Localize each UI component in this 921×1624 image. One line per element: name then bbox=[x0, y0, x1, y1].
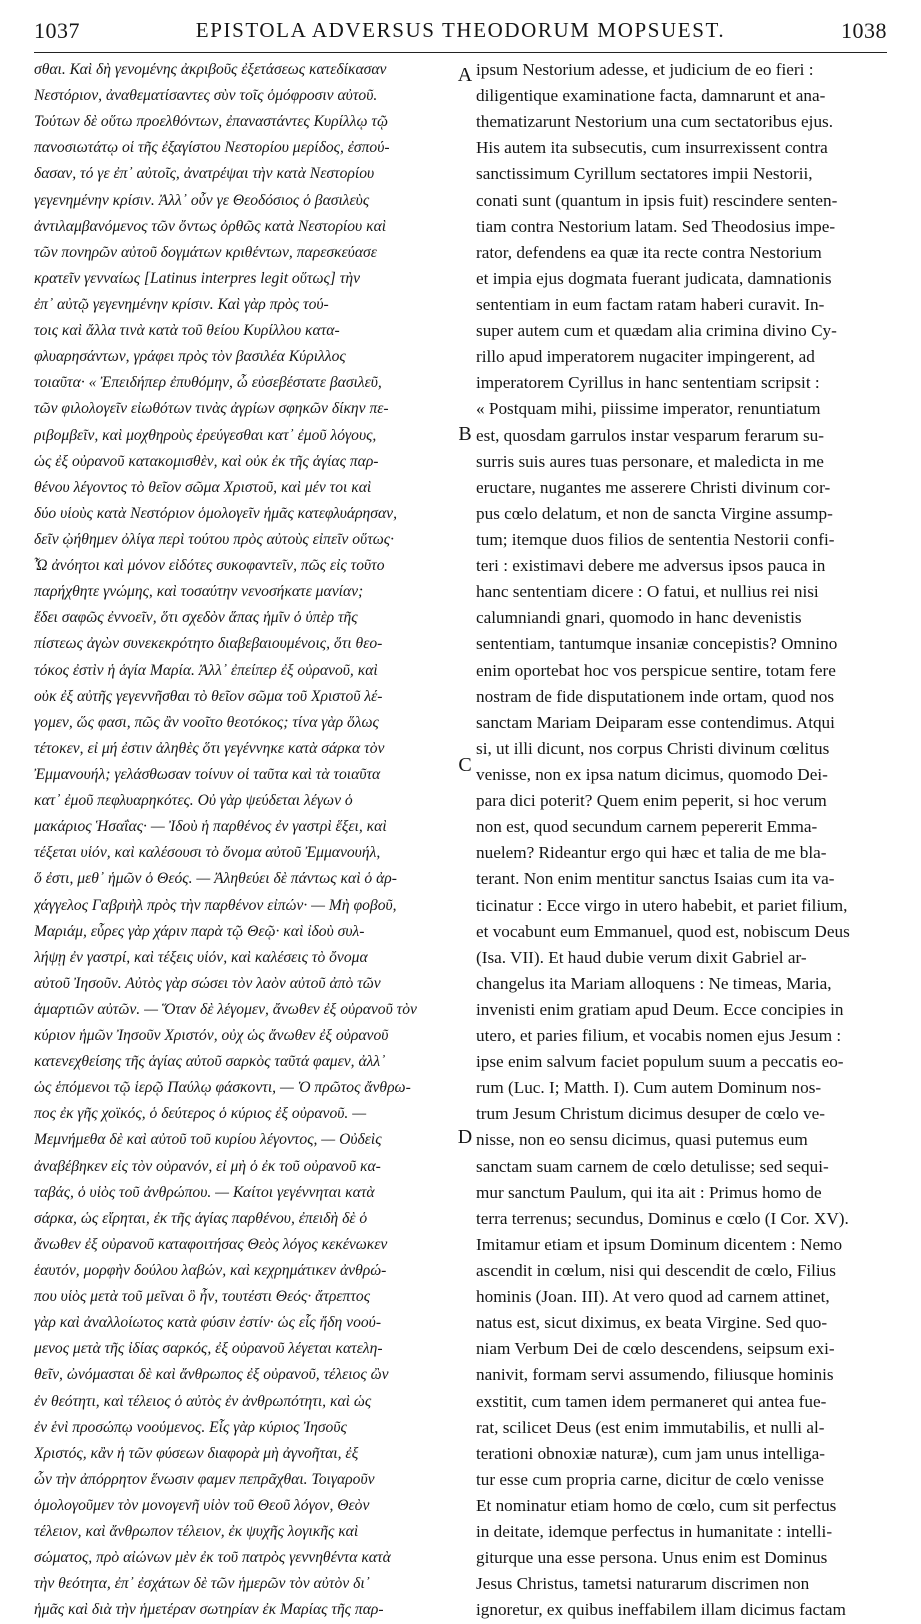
greek-text-line: ἁμαρτιῶν αὐτῶν. — Ὅταν δὲ λέγομεν, ἄνωθεν ἐξ οὐρανοῦ τὸν bbox=[34, 1000, 417, 1018]
latin-text-line: thematizarunt Nestorium una cum sectatoribus ejus. bbox=[476, 112, 834, 132]
latin-text-line: tiam contra Nestorium latam. Sed Theodosius impe- bbox=[476, 216, 836, 236]
greek-text-line: ἡμᾶς καὶ διὰ τὴν ἡμετέραν σωτηρίαν ἐκ Μαρίας τῆς παρ- bbox=[34, 1601, 384, 1619]
latin-text-line: teri : existimavi debere me adversus ipsos pauca in bbox=[476, 556, 826, 576]
latin-text-line: trum Jesum Christum dicimus desuper de cœlo ve- bbox=[476, 1104, 825, 1124]
latin-text-line: est, quosdam garrulos instar vesparum ferarum su- bbox=[476, 425, 824, 445]
page-number-right: 1038 bbox=[841, 18, 887, 43]
greek-text-line: πος ἐκ γῆς χοϊκός, ὁ δεύτερος ὁ κύριος ἐξ οὐρανοῦ. — bbox=[34, 1105, 367, 1123]
margin-marker-a: A bbox=[457, 64, 473, 86]
greek-text-line: γομεν, ὥς φασι, πῶς ἂν νοοῖτο θεοτόκος; τίνα γὰρ ὅλως bbox=[34, 713, 379, 731]
latin-text-line: eructare, nugantes me asserere Christi divinum cor- bbox=[476, 477, 831, 497]
latin-text-line: nisse, non eo sensu dicimus, quasi putemus eum bbox=[476, 1130, 808, 1150]
latin-text-line: si, ut illi dicunt, nos corpus Christi divinum cœlitus bbox=[476, 738, 830, 758]
latin-text-line: (Isa. VII). Et haud dubie verum dixit Gabriel ar- bbox=[476, 947, 807, 967]
greek-text-line: μακάριος Ἡσαΐας· — Ἰδοὺ ἡ παρθένος ἐν γαστρὶ ἕξει, καὶ bbox=[34, 818, 387, 836]
greek-text-line: σώματος, πρὸ αἰώνων μὲν ἐκ τοῦ πατρὸς γεννηθέντα κατὰ bbox=[34, 1549, 391, 1567]
greek-text-line: ἀναβέβηκεν εἰς τὸν οὐρανόν, εἰ μὴ ὁ ἐκ τοῦ οὐρανοῦ κα- bbox=[34, 1157, 381, 1175]
greek-text-line: πανοσιωτάτῳ οἱ τῆς ἐξαγίστου Νεστορίου μερίδος, ἐσπού- bbox=[34, 139, 390, 157]
greek-text-line: κρατεῖν γενναίως [Latinus interpres legit οὕτως] τὴν bbox=[34, 269, 360, 287]
latin-text-line: hanc sententiam dicere : O fatui, et nullius rei nisi bbox=[476, 582, 819, 602]
greek-text-line: θένου λέγοντος τὸ θεῖον σῶμα Χριστοῦ, καὶ μέν τοι καὶ bbox=[34, 478, 372, 496]
greek-text-line: λήψῃ ἐν γαστρί, καὶ τέξεις υἱόν, καὶ καλέσεις τὸ ὄνομα bbox=[34, 948, 368, 966]
latin-text-line: terationi obnoxiæ naturæ), cum jam unus intelliga- bbox=[476, 1443, 825, 1463]
page-number-left: 1037 bbox=[34, 18, 80, 43]
greek-text-line: χάγγελος Γαβριὴλ πρὸς τὴν παρθένον εἰπών· — Μὴ φοβοῦ, bbox=[34, 896, 397, 914]
latin-text-line: venisse, non ex ipsa natum dicimus, quomodo Dei- bbox=[476, 764, 828, 784]
latin-text-line: para dici poterit? Quem enim peperit, si hoc verum bbox=[476, 791, 827, 811]
latin-text-line: hominis (Joan. III). At vero quod ad carnem attinet, bbox=[476, 1287, 830, 1307]
greek-text-line: δεῖν ᾠήθημεν ὀλίγα περὶ τούτου πρὸς αὐτοὺς εἰπεῖν οὕτως· bbox=[34, 530, 395, 548]
latin-text-line: sanctissimum Cyrillum sectatores impii Nestorii, bbox=[476, 164, 813, 184]
greek-text-line: τέλειον, καὶ ἄνθρωπον τέλειον, ἐκ ψυχῆς λογικῆς καὶ bbox=[34, 1523, 359, 1541]
latin-text-line: Imitamur etiam et ipsum Dominum dicentem : Nemo bbox=[476, 1234, 843, 1254]
greek-text-line: Μαριάμ, εὗρες γὰρ χάριν παρὰ τῷ Θεῷ· καὶ ἰδοὺ συλ- bbox=[34, 922, 365, 940]
greek-text-line: Τούτων δὲ οὕτω προελθόντων, ἐπαναστάντες Κυρίλλῳ τῷ bbox=[34, 113, 388, 131]
latin-text-line: pus cœlo delatum, et non de sancta Virgine assump- bbox=[476, 503, 833, 523]
latin-text-line: ignoretur, ex quibus ineffabilem illam dicimus factam bbox=[476, 1600, 846, 1620]
latin-text-line: sententiam, tantumque insaniæ concepistis? Omnino bbox=[476, 634, 838, 654]
greek-text-line: γὰρ καὶ ἀναλλοίωτος κατὰ φύσιν ἐστίν· ὡς εἷς ἤδη νοού- bbox=[34, 1314, 382, 1332]
greek-text-line: Ὦ ἀνόητοι καὶ μόνον εἰδότες συκοφαντεῖν, πῶς εἰς τοῦτο bbox=[34, 557, 385, 575]
greek-text-line: Χριστός, κἂν ἡ τῶν φύσεων διαφορὰ μὴ ἀγνοῆται, ἐξ bbox=[34, 1444, 359, 1462]
latin-text-line: ipse enim salvum faciet populum suum a peccatis eo- bbox=[476, 1052, 844, 1072]
running-header bbox=[34, 12, 887, 53]
latin-text-line: et vocabunt eum Emmanuel, quod est, nobiscum Deus bbox=[476, 921, 850, 941]
greek-text-line: τέτοκεν, εἰ μή ἐστιν ἀληθὲς ὅτι γεγέννηκε κατὰ σάρκα τὸν bbox=[34, 739, 385, 757]
latin-text-line: changelus ita Mariam alloquens : Ne timeas, Maria, bbox=[476, 973, 832, 993]
latin-text-line: sententiam in eum factam ratam haberi curavit. In- bbox=[476, 294, 825, 314]
greek-text-line: τόκος ἐστὶν ἡ ἁγία Μαρία. Ἀλλ᾽ ἐπείπερ ἐξ οὐρανοῦ, καὶ bbox=[34, 661, 378, 679]
greek-text-line: σθαι. Καὶ δὴ γενομένης ἀκριβοῦς ἐξετάσεως κατεδίκασαν bbox=[34, 61, 387, 78]
greek-text-line: ἑαυτόν, μορφὴν δούλου λαβών, καὶ κεχρημάτικεν ἀνθρώ- bbox=[34, 1262, 387, 1280]
latin-text-line: niam Verbum Dei de cœlo descendens, seipsum exi- bbox=[476, 1339, 835, 1359]
greek-text-line: ριβομβεῖν, καὶ μοχθηροὺς ἐρεύγεσθαι κατ᾽ ἐμοῦ λόγους, bbox=[34, 426, 377, 444]
greek-text-line: πίστεως ἀγὼν συνεκεκρότητο διαβεβαιουμένοις, ὅτι θεο- bbox=[34, 635, 383, 653]
greek-text-line: ὡς ἑπόμενοι τῷ ἱερῷ Παύλῳ φάσκοντι, — Ὁ πρῶτος ἄνθρω- bbox=[34, 1079, 411, 1097]
latin-text-line: imperatorem Cyrillus in hanc sententiam scripsit : bbox=[476, 373, 820, 393]
latin-text-line: sanctam Mariam Deiparam esse contendimus. Atqui bbox=[476, 712, 835, 732]
latin-text-line: ascendit in cœlum, nisi qui descendit de cœlo, Filius bbox=[476, 1261, 836, 1281]
greek-text-line: ἀντιλαμβανόμενος τῶν ὄντως ὀρθῶς κατὰ Νεστορίου καὶ bbox=[34, 217, 387, 235]
greek-text-line: γεγενημένην κρίσιν. Ἀλλ᾽ οὖν γε Θεοδόσιος ὁ βασιλεὺς bbox=[34, 191, 370, 209]
greek-text-line: ἐν ἑνὶ προσώπῳ νοούμενος. Εἷς γὰρ κύριος Ἰησοῦς bbox=[34, 1418, 347, 1436]
latin-text-line: utero, et paries filium, et vocabis nomen ejus Jesum : bbox=[476, 1026, 842, 1046]
greek-text-line: τέξεται υἱόν, καὶ καλέσουσι τὸ ὄνομα αὐτοῦ Ἐμμανουήλ, bbox=[34, 844, 381, 862]
greek-text-line: κατενεχθείσης τῆς ἁγίας αὐτοῦ σαρκὸς ταῦτά φαμεν, ἀλλ᾽ bbox=[34, 1053, 386, 1071]
greek-text-line: δασαν, τό γε ἐπ᾽ αὐτοῖς, ἀνατρέψαι τὴν κατὰ Νεστορίου bbox=[34, 165, 375, 183]
latin-text-line: in deitate, idemque perfectus in humanitate : intelli- bbox=[476, 1522, 833, 1542]
latin-text-line: conati sunt (quantum in ipsis fuit) rescindere senten- bbox=[476, 190, 838, 210]
latin-text-line: Jesus Christus, tametsi naturarum discrimen non bbox=[476, 1574, 810, 1594]
latin-text-line: tur esse cum propria carne, dicitur de cœlo venisse bbox=[476, 1469, 824, 1489]
greek-text-line: θεῖν, ὠνόμασται δὲ καὶ ἄνθρωπος ἐξ οὐρανοῦ, τέλειος ὢν bbox=[34, 1366, 389, 1384]
latin-text-line: Et nominatur etiam homo de cœlo, cum sit perfectus bbox=[476, 1496, 837, 1516]
greek-text-line: δύο υἱοὺς κατὰ Νεστόριον ὁμολογεῖν ἡμᾶς κατεφλυάρησαν, bbox=[34, 504, 397, 522]
latin-text-line: diligentique examinatione facta, damnarunt et ana- bbox=[476, 86, 826, 106]
latin-text-line: non est, quod secundum carnem pepererit Emma- bbox=[476, 817, 818, 837]
running-title: EPISTOLA ADVERSUS THEODORUM MOPSUEST. bbox=[195, 18, 726, 42]
latin-text-line: rat, scilicet Deus (est enim immutabilis, et nulli al- bbox=[476, 1417, 825, 1437]
greek-text-line: ἐν θεότητι, καὶ τέλειος ὁ αὐτὸς ἐν ἀνθρωπότητι, καὶ ὡς bbox=[34, 1392, 372, 1410]
greek-text-line: παρήχθητε γνώμης, καὶ τοσαύτην νενοσήκατε μανίαν; bbox=[34, 583, 364, 601]
greek-text-line: τοιαῦτα· « Ἐπειδήπερ ἐπυθόμην, ὦ εὐσεβέστατε βασιλεῦ, bbox=[34, 374, 382, 392]
latin-text-line: ticinatur : Ecce virgo in utero habebit, et pariet filium, bbox=[476, 895, 848, 915]
greek-text-line: Μεμνήμεθα δὲ καὶ αὐτοῦ τοῦ κυρίου λέγοντος, — Οὐδεὶς bbox=[34, 1131, 382, 1149]
greek-text-line: ὁμολογοῦμεν τὸν μονογενῆ υἱὸν τοῦ Θεοῦ λόγον, Θεὸν bbox=[34, 1497, 370, 1515]
greek-text-line: σάρκα, ὡς εἴρηται, ἐκ τῆς ἁγίας παρθένου, ἐπειδὴ δὲ ὁ bbox=[34, 1209, 368, 1227]
margin-marker-d: D bbox=[457, 1126, 473, 1148]
latin-text-line: natus est, sicut diximus, ex beata Virgine. Sed quo- bbox=[476, 1313, 828, 1333]
latin-text-line: surris suis aures tuas personare, et maledicta in me bbox=[476, 451, 824, 471]
greek-text-line: τὴν θεότητα, ἐπ᾽ ἐσχάτων δὲ τῶν ἡμερῶν τὸν αὐτὸν δι᾽ bbox=[34, 1575, 370, 1593]
latin-text-line: enim oportebat hoc vos perspicue sentire, totam fere bbox=[476, 660, 836, 680]
greek-text-line: αὐτοῦ Ἰησοῦν. Αὐτὸς γὰρ σώσει τὸν λαὸν αὐτοῦ ἀπὸ τῶν bbox=[34, 974, 381, 992]
margin-marker-b: B bbox=[458, 423, 472, 445]
latin-text-line: super autem cum et quædam alia crimina divino Cy- bbox=[476, 321, 837, 341]
greek-text-line: ὧν τὴν ἀπόρρητον ἕνωσιν φαμεν πεπρᾶχθαι. Τοιγαροῦν bbox=[34, 1470, 375, 1488]
latin-text-line: « Postquam mihi, piissime imperator, renuntiatum bbox=[476, 399, 821, 419]
greek-text-line: ἐπ᾽ αὐτῷ γεγενημένην κρίσιν. Καὶ γὰρ πρὸς τού- bbox=[34, 295, 329, 313]
greek-text-line: φλυαρησάντων, γράφει πρὸς τὸν βασιλέα Κύριλλος bbox=[34, 348, 346, 366]
latin-text-line: His autem ita subsecutis, cum insurrexissent contra bbox=[476, 138, 828, 158]
greek-text-line: τῶν φιλολογεῖν εἰωθότων τινὰς ἀγρίων σφηκῶν δίκην πε- bbox=[34, 400, 389, 418]
latin-text-line: calumniandi gnari, quomodo in hanc devenistis bbox=[476, 608, 802, 628]
greek-text-line: τοις καὶ ἄλλα τινὰ κατὰ τοῦ θείου Κυρίλλου κατα- bbox=[34, 322, 340, 340]
latin-text-line: exstitit, cum tamen idem permaneret qui antea fue- bbox=[476, 1391, 827, 1411]
greek-text-line: ὡς ἐξ οὐρανοῦ κατακομισθὲν, καὶ οὐκ ἐκ τῆς ἁγίας παρ- bbox=[34, 452, 379, 470]
latin-text-line: invenisti enim gratiam apud Deum. Ecce concipies in bbox=[476, 999, 844, 1019]
greek-text-line: ἄνωθεν ἐξ οὐρανοῦ καταφοιτήσας Θεὸς λόγος κεκένωκεν bbox=[34, 1235, 388, 1253]
latin-text-line: terra terrenus; secundus, Dominus e cœlo (I Cor. XV). bbox=[476, 1208, 849, 1228]
latin-column bbox=[476, 57, 890, 1624]
greek-text-line: κατ᾽ ἐμοῦ πεφλυαρηκότες. Οὐ γὰρ ψεύδεται λέγων ὁ bbox=[34, 792, 353, 810]
latin-text-line: tum; itemque duos filios de sententia Nestorii confi- bbox=[476, 529, 835, 549]
greek-text-line: ὅ ἐστι, μεθ᾽ ἡμῶν ὁ Θεός. — Ἀληθεύει δὲ πάντως καὶ ὁ ἀρ- bbox=[34, 870, 397, 888]
latin-text-line: rillo apud imperatorem nugaciter impingerent, ad bbox=[476, 347, 815, 367]
greek-text-line: οὐκ ἐξ αὐτῆς γεγεννῆσθαι τὸ θεῖον σῶμα τοῦ Χριστοῦ λέ- bbox=[34, 687, 383, 705]
latin-text-line: mur sanctum Paulum, qui ita ait : Primus homo de bbox=[476, 1182, 822, 1202]
latin-text-line: rum (Luc. I; Matth. I). Cum autem Dominum nos- bbox=[476, 1078, 822, 1098]
latin-text-line: nanivit, formam servi assumendo, filiusque hominis bbox=[476, 1365, 834, 1385]
latin-text-line: giturque una esse persona. Unus enim est Dominus bbox=[476, 1548, 828, 1568]
latin-text-line: sanctam suam carnem de cœlo detulisse; sed sequi- bbox=[476, 1156, 829, 1176]
latin-text-line: nostram de fide disputationem inde ortam, quod nos bbox=[476, 686, 835, 706]
latin-text-line: rator, defendens ea quæ ita recte contra Nestorium bbox=[476, 242, 822, 262]
greek-text-line: κύριον ἡμῶν Ἰησοῦν Χριστόν, οὐχ ὡς ἄνωθεν ἐξ οὐρανοῦ bbox=[34, 1027, 389, 1045]
greek-text-line: που υἱὸς μετὰ τοῦ μεῖναι ὃ ἦν, τουτέστι Θεός· ἄτρεπτος bbox=[34, 1288, 371, 1306]
greek-text-line: ἔδει σαφῶς ἐννοεῖν, ὅτι σχεδὸν ἅπας ἡμῖν ὁ ὑπὲρ τῆς bbox=[34, 609, 358, 627]
greek-column bbox=[34, 57, 452, 1624]
latin-text-line: ipsum Nestorium adesse, et judicium de eo fieri : bbox=[476, 60, 814, 79]
greek-text-line: Νεστόριον, ἀναθεματίσαντες σὺν τοῖς ὁμόφροσιν αὐτοῦ. bbox=[34, 87, 378, 105]
latin-text-line: et impia ejus dogmata fuerant judicata, damnationis bbox=[476, 268, 832, 288]
greek-text-line: τῶν πονηρῶν αὐτοῦ δογμάτων κριθέντων, παρεσκεύασε bbox=[34, 243, 377, 261]
greek-text-line: ταβάς, ὁ υἱὸς τοῦ ἀνθρώπου. — Καίτοι γεγέννηται κατὰ bbox=[34, 1183, 375, 1201]
greek-text-line: Ἐμμανουήλ; γελάσθωσαν τοίνυν οἱ ταῦτα καὶ τὰ τοιαῦτα bbox=[34, 765, 381, 783]
margin-marker-c: C bbox=[458, 754, 472, 776]
latin-text-line: nuelem? Rideantur ergo qui hæc et talia de me bla- bbox=[476, 843, 827, 863]
greek-text-line: μενος μετὰ τῆς ἰδίας σαρκός, ἐξ οὐρανοῦ λέγεται κατελη- bbox=[34, 1340, 383, 1358]
latin-text-line: terant. Non enim mentitur sanctus Isaias cum ita va- bbox=[476, 869, 835, 889]
